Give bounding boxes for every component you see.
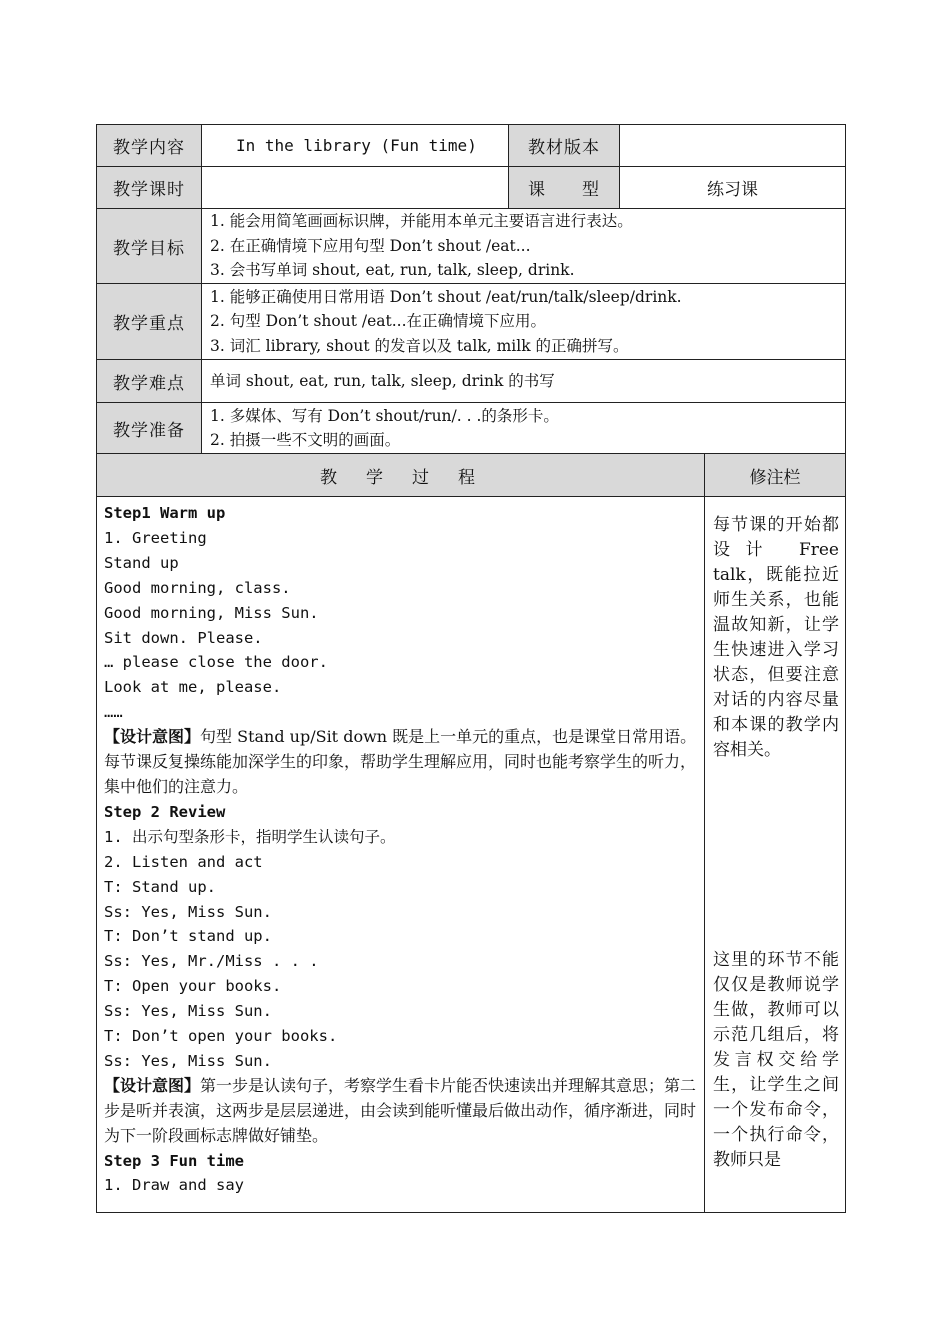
prep-label: 教学准备 — [97, 403, 202, 454]
step1-line: Sit down. Please. — [104, 628, 263, 647]
prep-item: 2. 拍摄一些不文明的画面。 — [210, 431, 401, 449]
objectives-label: 教学目标 — [97, 209, 202, 284]
step1-line: Stand up — [104, 553, 179, 572]
key-point-item: 1. 能够正确使用日常用语 Don’t shout /eat/run/talk/sleep/drink. — [210, 287, 682, 306]
step1-line: 1. Greeting — [104, 528, 207, 547]
step1-line: Good morning, class. — [104, 578, 291, 597]
step2-line: T: Stand up. — [104, 877, 216, 896]
intent-text: 第一步是认读句子，考察学生看卡片能否快速读出并理解其意思；第二步是听并表演，这两步是层层递进，由会读到能听懂最后做出动作，循序渐进，同时为下一阶段画标志牌做好铺垫。 — [104, 1075, 697, 1145]
period-label: 教学课时 — [97, 167, 202, 209]
intent-label: 【设计意图】 — [104, 1075, 201, 1095]
note-1: 每节课的开始都设计 Free talk，既能拉近师生关系，也能温故知新，让学生快速进入学习状态，但要注意对话的内容尽量和本课的教学内容相关。 — [713, 515, 839, 760]
step1-line: … please close the door. — [104, 653, 328, 672]
key-point-item: 3. 词汇 library, shout 的发音以及 talk, milk 的正确拼写。 — [210, 336, 629, 355]
lesson-plan — [96, 124, 845, 1213]
prep-list — [202, 403, 846, 454]
prep-item: 1. 多媒体、写有 Don’t shout/run/. . .的条形卡。 — [210, 406, 559, 425]
difficulty-text: 单词 shout, eat, run, talk, sleep, drink 的书写 — [210, 371, 555, 390]
edition-label: 教材版本 — [509, 125, 620, 167]
type-value: 练习课 — [620, 167, 846, 209]
key-points-list — [202, 284, 846, 360]
step2-line: Ss: Yes, Mr./Miss . . . — [104, 952, 319, 971]
key-points-label: 教学重点 — [97, 284, 202, 360]
type-label: 课 型 — [509, 167, 620, 209]
difficulty-label: 教学难点 — [97, 360, 202, 403]
content-value: In the library (Fun time) — [202, 125, 509, 167]
objective-item: 3. 会书写单词 shout, eat, run, talk, sleep, drink. — [210, 261, 575, 280]
step2-line: 2. Listen and act — [104, 852, 263, 871]
objectives-list — [202, 209, 846, 284]
step2-line: Ss: Yes, Miss Sun. — [104, 902, 272, 921]
intent-label: 【设计意图】 — [104, 727, 201, 747]
process-body — [97, 497, 705, 1213]
design-intent-2 — [104, 1074, 698, 1149]
info-table — [96, 124, 846, 454]
step2-line: T: Don’t stand up. — [104, 927, 272, 946]
step3-title: Step 3 Fun time — [104, 1151, 244, 1170]
notes-header: 修注栏 — [705, 454, 846, 497]
edition-value — [620, 125, 846, 167]
step1-title: Step1 Warm up — [104, 504, 226, 522]
note-2: 这里的环节不能仅仅是教师说学生做，教师可以示范几组后，将发言权交给学生，让学生之间一个发布命令，一个执行命令，教师只是 — [713, 950, 839, 1170]
step1-line: Look at me, please. — [104, 678, 282, 697]
step1-line: …… — [104, 703, 123, 722]
difficulty-value — [202, 360, 846, 403]
key-point-item: 2. 句型 Don’t shout /eat...在正确情境下应用。 — [210, 312, 547, 331]
objective-item: 2. 在正确情境下应用句型 Don’t shout /eat... — [210, 236, 531, 255]
step1-line: Good morning, Miss Sun. — [104, 603, 319, 622]
process-header: 教 学 过 程 — [97, 454, 705, 497]
step2-line: Ss: Yes, Miss Sun. — [104, 1051, 272, 1070]
design-intent-1 — [104, 725, 698, 800]
step2-line: T: Open your books. — [104, 977, 282, 996]
step2-line: T: Don’t open your books. — [104, 1027, 338, 1046]
period-value — [202, 167, 509, 209]
step2-line: 1. 出示句型条形卡，指明学生认读句子。 — [104, 827, 396, 846]
step3-line: 1. Draw and say — [104, 1176, 244, 1195]
intent-text: 句型 Stand up/Sit down 既是上一单元的重点，也是课堂日常用语。每节课反复操练能加深学生的印象，帮助学生理解应用，同时也能考察学生的听力，集中他们的注意力。 — [104, 727, 697, 796]
process-table — [96, 453, 846, 1213]
step2-line: Ss: Yes, Miss Sun. — [104, 1002, 272, 1021]
objective-item: 1. 能会用简笔画画标识牌，并能用本单元主要语言进行表达。 — [210, 212, 633, 231]
notes-column — [705, 497, 846, 1213]
step2-title: Step 2 Review — [104, 802, 226, 821]
content-label: 教学内容 — [97, 125, 202, 167]
